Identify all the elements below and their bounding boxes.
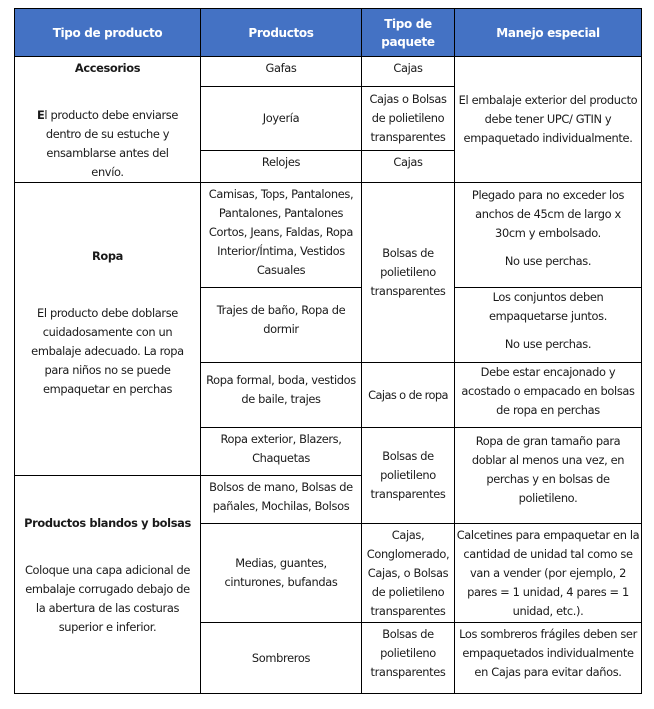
- product-cell: Joyería: [201, 87, 362, 151]
- package-cell: Cajas: [362, 151, 455, 183]
- product-cell: Relojes: [201, 151, 362, 183]
- handling-cell: [455, 288, 642, 363]
- product-cell: Bolsos de mano, Bolsas de pañales, Mochilas, Bolsos: [201, 476, 362, 524]
- handling-text: Ropa de gran tamaño para doblar al menos una vez, en perchas y en bolsas de polietileno.: [471, 434, 625, 505]
- package-cell: Bolsas de polietileno transparentes: [362, 428, 455, 524]
- package-cell: Cajas: [362, 57, 455, 87]
- group-description: El producto debe enviarse dentro de su estuche y ensamblarse antes del envío.: [36, 108, 179, 179]
- group-title: Accesorios: [74, 61, 141, 75]
- group-title: Productos blandos y bolsas: [24, 516, 191, 530]
- product-cell: Medias, guantes, cinturones, bufandas: [201, 524, 362, 623]
- handling-text: Debe estar encajonado y acostado o empacado en bolsas de ropa en perchas: [461, 365, 635, 417]
- handling-note: No use perchas.: [504, 337, 592, 351]
- header-productos: Productos: [201, 9, 362, 57]
- handling-cell: [455, 183, 642, 288]
- product-cell: Gafas: [201, 57, 362, 87]
- header-manejo-especial: Manejo especial: [455, 9, 642, 57]
- group-accesorios: [15, 57, 201, 183]
- group-description: Coloque una capa adicional de embalaje corrugado debajo de la abertura de las costuras superior e inferior.: [24, 563, 191, 634]
- header-tipo-de-paquete: Tipo de paquete: [362, 9, 455, 57]
- product-cell: Trajes de baño, Ropa de dormir: [201, 288, 362, 363]
- handling-cell: El embalaje exterior del producto debe tener UPC/ GTIN y empaquetado individualmente.: [455, 57, 642, 183]
- handling-note: No use perchas.: [504, 254, 592, 268]
- product-cell: Ropa exterior, Blazers, Chaquetas: [201, 428, 362, 476]
- package-cell: Cajas o Bolsas de polietileno transparentes: [362, 87, 455, 151]
- group-description: El producto debe doblarse cuidadosamente con un embalaje adecuado. La ropa para niños no se puede empaquetar en perchas: [31, 306, 184, 396]
- handling-cell: Los sombreros frágiles deben ser empaquetados individualmente en Cajas para evitar daños.: [455, 623, 642, 694]
- handling-cell: Calcetines para empaquetar en la cantidad de unidad tal como se van a vender (por ejemplo, 2 pares = 1 unidad, 4 pares = 1 unidad, etc.).: [455, 524, 642, 623]
- group-title: Ropa: [91, 249, 124, 263]
- header-tipo-de-producto: Tipo de producto: [15, 9, 201, 57]
- handling-text: Plegado para no exceder los anchos de 45cm de largo x 30cm y embolsado.: [471, 188, 625, 240]
- package-cell: Cajas, Conglomerado, Cajas, o Bolsas de polietileno transparentes: [362, 524, 455, 623]
- handling-text: Los conjuntos deben empaquetarse juntos.: [488, 290, 608, 323]
- package-cell: Bolsas de polietileno transparentes: [362, 183, 455, 363]
- handling-cell: [455, 363, 642, 428]
- product-cell: Sombreros: [201, 623, 362, 694]
- product-cell: Camisas, Tops, Pantalones, Pantalones, Pantalones Cortos, Jeans, Faldas, Ropa Interior/Íntima, Vestidos Casuales: [201, 183, 362, 288]
- group-productos-blandos: [15, 476, 201, 694]
- group-ropa: [15, 183, 201, 476]
- package-cell: Bolsas de polietileno transparentes: [362, 623, 455, 694]
- handling-cell: [455, 428, 642, 524]
- package-cell: Cajas o de ropa: [362, 363, 455, 428]
- product-cell: Ropa formal, boda, vestidos de baile, trajes: [201, 363, 362, 428]
